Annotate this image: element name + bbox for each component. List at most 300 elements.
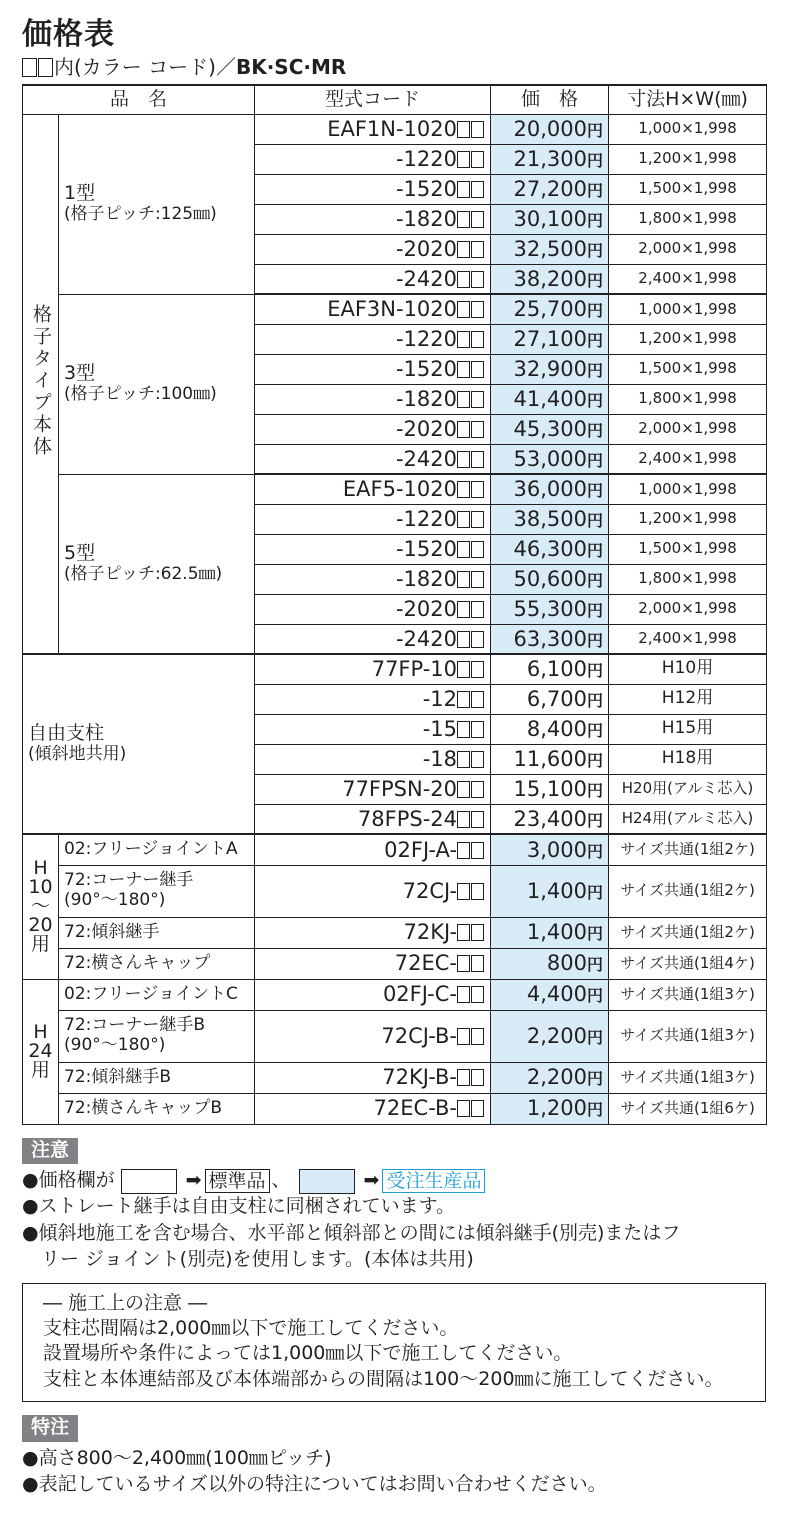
yen-unit: 円 [587, 120, 604, 140]
color-code-box-icon [471, 1100, 484, 1117]
accessory-group-label-line: 〜 [30, 895, 50, 918]
price-value: 46,300 [513, 536, 587, 561]
accessory-name: 72:コーナー継手B [64, 1015, 206, 1036]
dimension-cell: H12用 [609, 684, 767, 714]
accessory-name: 72:傾斜継手 [64, 921, 160, 942]
model-code-value: 72EC-B- [373, 1096, 458, 1121]
color-code-box-icon [457, 721, 470, 738]
color-code-box-icon [457, 361, 470, 378]
yen-unit: 円 [587, 600, 604, 620]
product-type-sub: (格子ピッチ:62.5㎜) [64, 563, 223, 584]
note-line-3: リー ジョイント(別売)を使用します。(本体は共用) [41, 1248, 474, 1271]
model-code-cell [255, 324, 491, 354]
price-cell [491, 234, 609, 264]
color-code-box-icon [457, 661, 470, 678]
color-code-box-icon [457, 751, 470, 768]
accessory-name-sub: (90°〜180°) [64, 890, 166, 910]
price-cell [491, 204, 609, 234]
model-code-cell [255, 865, 491, 917]
price-value: 11,600 [513, 746, 587, 771]
color-code-box-icon [457, 924, 470, 941]
price-value: 3,000 [526, 837, 587, 862]
model-code-value: -12 [422, 686, 458, 711]
color-code-box-icon [457, 121, 470, 138]
price-cell [491, 294, 609, 324]
price-cell [491, 144, 609, 174]
color-code-box-icon [457, 151, 470, 168]
price-value: 6,700 [526, 686, 587, 711]
construction-notes-line-1: 支柱芯間隔は2,000㎜以下で施工してください。 [43, 1317, 459, 1340]
legend-blue-swatch [299, 1169, 355, 1194]
price-value: 20,000 [513, 116, 587, 141]
model-code-value: 72EC- [394, 951, 458, 976]
construction-notes-heading: ― 施工上の注意 ― [43, 1291, 208, 1314]
dimension-cell: サイズ共通(1組6ケ) [609, 1093, 767, 1124]
table-row [23, 865, 767, 917]
accessory-group-label [23, 979, 59, 1124]
price-value: 63,300 [513, 626, 587, 651]
color-code-box-icon [471, 955, 484, 972]
yen-unit: 円 [587, 955, 604, 975]
dimension-cell: 1,500×1,998 [609, 534, 767, 564]
price-value: 1,200 [526, 1096, 587, 1121]
color-code-box-icon [457, 331, 470, 348]
model-code-value: -18 [422, 746, 458, 771]
price-value: 21,300 [513, 146, 587, 171]
construction-notes-line-2: 設置場所や条件によっては1,000㎜以下で施工してください。 [43, 1342, 573, 1365]
yen-unit: 円 [587, 360, 604, 380]
color-code-box-icon [471, 301, 484, 318]
price-value: 38,500 [513, 506, 587, 531]
price-cell [491, 504, 609, 534]
dimension-cell: 2,000×1,998 [609, 594, 767, 624]
color-code-box-icon [471, 631, 484, 648]
price-cell [491, 948, 609, 979]
model-code-cell [255, 948, 491, 979]
accessory-name-cell [59, 1062, 255, 1093]
color-code-box-icon [457, 421, 470, 438]
color-code-box-icon [471, 271, 484, 288]
color-code-box-icon [22, 58, 37, 77]
color-code-box-icon [457, 271, 470, 288]
dimension-cell: H18用 [609, 744, 767, 774]
model-code-value: 72KJ- [403, 920, 458, 945]
yen-unit: 円 [587, 924, 604, 944]
price-value: 2,200 [526, 1065, 587, 1090]
table-row [23, 1062, 767, 1093]
header-code: 型式コード [255, 85, 491, 114]
color-code-box-icon [457, 601, 470, 618]
model-code-value: -2020 [395, 416, 458, 441]
model-code-cell [255, 744, 491, 774]
model-code-cell [255, 174, 491, 204]
accessory-group-label-line: 用 [30, 933, 50, 956]
accessory-name: 02:フリージョイントA [64, 838, 238, 859]
model-code-cell [255, 234, 491, 264]
price-value: 800 [546, 951, 587, 976]
accessory-group-label-line: H [33, 1021, 48, 1043]
yen-unit: 円 [587, 540, 604, 560]
price-value: 1,400 [526, 920, 587, 945]
color-code-box-icon [457, 571, 470, 588]
price-value: 27,100 [513, 326, 587, 351]
accessory-name: 72:横さんキャップB [64, 1097, 223, 1118]
price-cell [491, 1093, 609, 1124]
model-code-cell [255, 564, 491, 594]
dimension-cell: サイズ共通(1組2ケ) [609, 917, 767, 948]
color-code-box-icon [471, 241, 484, 258]
legend-prefix: ●価格欄が [22, 1169, 115, 1192]
dimension-cell: 2,400×1,998 [609, 444, 767, 474]
yen-unit: 円 [587, 720, 604, 740]
model-code-value: -1820 [395, 566, 458, 591]
model-code-value: -1520 [395, 176, 458, 201]
price-cell [491, 979, 609, 1010]
color-code-box-icon [457, 842, 470, 859]
model-code-value: -15 [422, 716, 458, 741]
color-code-note-codes: BK·SC·MR [235, 55, 347, 79]
dimension-cell: 1,000×1,998 [609, 474, 767, 504]
model-code-value: -2420 [395, 446, 458, 471]
accessory-name-cell [59, 948, 255, 979]
color-code-box-icon [457, 1028, 470, 1045]
price-table [22, 84, 767, 1125]
price-cell [491, 1010, 609, 1062]
price-cell [491, 474, 609, 504]
color-code-box-icon [471, 1028, 484, 1045]
arrow-icon: ➡ [185, 1169, 202, 1192]
model-code-cell [255, 834, 491, 865]
model-code-value: -1520 [395, 536, 458, 561]
color-code-box-icon [471, 986, 484, 1003]
color-code-box-icon [457, 541, 470, 558]
model-code-cell [255, 144, 491, 174]
price-cell [491, 624, 609, 654]
model-code-value: -2420 [395, 626, 458, 651]
price-value: 50,600 [513, 566, 587, 591]
color-code-box-icon [457, 451, 470, 468]
dimension-cell: 1,200×1,998 [609, 144, 767, 174]
yen-unit: 円 [587, 1027, 604, 1047]
color-code-box-icon [457, 391, 470, 408]
yen-unit: 円 [587, 180, 604, 200]
color-code-box-icon [457, 301, 470, 318]
color-code-box-icon [457, 181, 470, 198]
dimension-cell: サイズ共通(1組3ケ) [609, 1062, 767, 1093]
dimension-cell: 2,000×1,998 [609, 234, 767, 264]
model-code-value: -2020 [395, 596, 458, 621]
accessory-group-label [23, 834, 59, 979]
product-type-name: 3型 [64, 362, 96, 385]
color-code-box-icon [457, 241, 470, 258]
dimension-cell: 1,200×1,998 [609, 504, 767, 534]
price-value: 2,200 [526, 1023, 587, 1048]
arrow-icon: ➡ [363, 1169, 380, 1192]
price-cell [491, 1062, 609, 1093]
yen-unit: 円 [587, 301, 604, 321]
model-code-cell [255, 354, 491, 384]
legend-comma: 、 [271, 1169, 291, 1192]
dimension-cell: サイズ共通(1組3ケ) [609, 1010, 767, 1062]
dimension-cell: 1,800×1,998 [609, 384, 767, 414]
model-code-value: 72KJ-B- [382, 1065, 458, 1090]
group-vertical-label [23, 114, 59, 654]
dimension-cell: H10用 [609, 654, 767, 684]
color-code-box-icon [471, 451, 484, 468]
accessory-group-label-line: 20 [28, 914, 53, 937]
color-code-box-icon [471, 391, 484, 408]
product-type-sub: (格子ピッチ:125㎜) [64, 204, 217, 225]
model-code-cell [255, 1010, 491, 1062]
price-cell [491, 917, 609, 948]
legend-white-swatch [121, 1169, 177, 1194]
color-code-box-icon [457, 631, 470, 648]
yen-unit: 円 [587, 510, 604, 530]
accessory-name-cell [59, 1093, 255, 1124]
product-type-name: 5型 [64, 542, 96, 565]
table-row [23, 1010, 767, 1062]
model-code-cell [255, 1062, 491, 1093]
color-code-box-icon [471, 842, 484, 859]
table-row [23, 1093, 767, 1124]
accessory-name: 02:フリージョイントC [64, 983, 238, 1004]
accessory-name-cell [59, 917, 255, 948]
color-code-box-icon [457, 481, 470, 498]
model-code-cell [255, 1093, 491, 1124]
model-code-cell [255, 474, 491, 504]
color-code-box-icon [457, 883, 470, 900]
color-code-box-icon [457, 781, 470, 798]
model-code-value: -1220 [395, 146, 458, 171]
note-line-1: ●ストレート継手は自由支柱に同梱されています。 [22, 1194, 456, 1217]
color-code-box-icon [38, 58, 53, 77]
yen-unit: 円 [587, 750, 604, 770]
dimension-cell: 1,200×1,998 [609, 324, 767, 354]
free-post-sub: (傾斜地共用) [28, 744, 127, 765]
color-code-box-icon [471, 883, 484, 900]
yen-unit: 円 [587, 270, 604, 290]
price-value: 38,200 [513, 266, 587, 291]
model-code-cell [255, 654, 491, 684]
price-cell [491, 834, 609, 865]
accessory-name-cell [59, 979, 255, 1010]
yen-unit: 円 [587, 450, 604, 470]
dimension-cell: 2,400×1,998 [609, 624, 767, 654]
color-code-box-icon [457, 211, 470, 228]
price-cell [491, 865, 609, 917]
yen-unit: 円 [587, 420, 604, 440]
dimension-cell: 1,000×1,998 [609, 294, 767, 324]
yen-unit: 円 [587, 1069, 604, 1089]
model-code-cell [255, 624, 491, 654]
color-code-box-icon [471, 571, 484, 588]
model-code-value: 78FPS-24 [357, 806, 458, 831]
price-value: 6,100 [526, 657, 587, 682]
price-cell [491, 354, 609, 384]
yen-unit: 円 [587, 810, 604, 830]
price-cell [491, 594, 609, 624]
construction-notes-line-3: 支柱と本体連結部及び本体端部からの間隔は100〜200㎜に施工してください。 [43, 1367, 724, 1390]
yen-unit: 円 [587, 780, 604, 800]
price-value: 30,100 [513, 206, 587, 231]
table-row [23, 948, 767, 979]
price-cell [491, 414, 609, 444]
yen-unit: 円 [587, 630, 604, 650]
product-type-sub: (格子ピッチ:100㎜) [64, 384, 217, 405]
color-code-box-icon [471, 421, 484, 438]
accessory-name-cell [59, 834, 255, 865]
price-value: 8,400 [526, 716, 587, 741]
color-code-box-icon [471, 751, 484, 768]
accessory-name-cell [59, 1010, 255, 1062]
header-price: 価 格 [491, 85, 609, 114]
model-code-cell [255, 917, 491, 948]
model-code-value: -1820 [395, 206, 458, 231]
color-code-box-icon [457, 1069, 470, 1086]
yen-unit: 円 [587, 330, 604, 350]
price-value: 41,400 [513, 386, 587, 411]
yen-unit: 円 [587, 150, 604, 170]
accessory-name: 72:コーナー継手 [64, 870, 194, 891]
model-code-value: 72CJ- [402, 878, 458, 903]
color-code-box-icon [471, 361, 484, 378]
accessory-group-label-line: 24 [28, 1040, 53, 1062]
color-code-box-icon [457, 986, 470, 1003]
model-code-value: EAF1N-1020 [327, 116, 458, 141]
special-order-tag: 特注 [22, 1415, 78, 1442]
model-code-value: 72CJ-B- [381, 1023, 458, 1048]
table-header-row [23, 85, 767, 114]
table-row [23, 979, 767, 1010]
model-code-cell [255, 504, 491, 534]
table-row [23, 474, 767, 504]
model-code-value: 02FJ-A- [384, 837, 458, 862]
model-code-cell [255, 204, 491, 234]
color-code-box-icon [457, 811, 470, 828]
dimension-cell: H15用 [609, 714, 767, 744]
color-code-box-icon [457, 1100, 470, 1117]
dimension-cell: 1,800×1,998 [609, 204, 767, 234]
price-cell [491, 114, 609, 144]
table-row [23, 654, 767, 684]
dimension-cell: 2,000×1,998 [609, 414, 767, 444]
price-cell [491, 324, 609, 354]
dimension-cell: 1,000×1,998 [609, 114, 767, 144]
dimension-cell: サイズ共通(1組2ケ) [609, 865, 767, 917]
model-code-cell [255, 264, 491, 294]
color-code-box-icon [471, 541, 484, 558]
free-post-name: 自由支柱 [28, 722, 105, 745]
color-code-box-icon [471, 661, 484, 678]
dimension-cell: 2,400×1,998 [609, 264, 767, 294]
color-code-box-icon [471, 811, 484, 828]
model-code-cell [255, 384, 491, 414]
table-body [23, 114, 767, 1124]
color-code-box-icon [471, 121, 484, 138]
yen-unit: 円 [587, 210, 604, 230]
color-code-box-icon [457, 955, 470, 972]
yen-unit: 円 [587, 390, 604, 410]
note-line-2: ●傾斜地施工を含む場合、水平部と傾斜部との間には傾斜継手(別売)またはフ [22, 1221, 681, 1244]
special-order-line-1: ●高さ800〜2,400㎜(100㎜ピッチ) [22, 1446, 332, 1469]
dimension-cell: サイズ共通(1組3ケ) [609, 979, 767, 1010]
accessory-name: 72:傾斜継手B [64, 1066, 172, 1087]
color-code-note [22, 55, 766, 84]
price-value: 23,400 [513, 806, 587, 831]
price-value: 36,000 [513, 477, 587, 502]
price-cell [491, 564, 609, 594]
model-code-value: -1820 [395, 386, 458, 411]
free-post-cell [23, 654, 255, 834]
price-cell [491, 654, 609, 684]
price-cell [491, 384, 609, 414]
legend-boq-label: 受注生産品 [382, 1169, 485, 1194]
model-code-cell [255, 594, 491, 624]
yen-unit: 円 [587, 690, 604, 710]
dimension-cell: H24用(アルミ芯入) [609, 804, 767, 834]
color-code-box-icon [471, 511, 484, 528]
accessory-name-sub: (90°〜180°) [64, 1035, 166, 1055]
model-code-value: -2020 [395, 236, 458, 261]
color-code-box-icon [457, 511, 470, 528]
special-order-line-2: ●表記しているサイズ以外の特注についてはお問い合わせください。 [22, 1473, 607, 1496]
yen-unit: 円 [587, 481, 604, 501]
dimension-cell: 1,500×1,998 [609, 174, 767, 204]
yen-unit: 円 [587, 570, 604, 590]
model-code-cell [255, 979, 491, 1010]
price-value: 4,400 [526, 982, 587, 1007]
model-code-cell [255, 714, 491, 744]
model-code-cell [255, 114, 491, 144]
table-row [23, 294, 767, 324]
model-code-cell [255, 684, 491, 714]
price-cell [491, 264, 609, 294]
page-title: 価格表 [22, 17, 115, 52]
yen-unit: 円 [587, 661, 604, 681]
model-code-value: EAF5-1020 [342, 477, 458, 502]
model-code-value: -1220 [395, 326, 458, 351]
dimension-cell: 1,800×1,998 [609, 564, 767, 594]
price-value: 32,900 [513, 356, 587, 381]
price-value: 45,300 [513, 416, 587, 441]
yen-unit: 円 [587, 841, 604, 861]
price-value: 15,100 [513, 776, 587, 801]
yen-unit: 円 [587, 1100, 604, 1120]
price-cell [491, 714, 609, 744]
construction-notes-box [22, 1283, 766, 1402]
product-type-cell [59, 294, 255, 474]
model-code-value: EAF3N-1020 [327, 297, 458, 322]
price-value: 55,300 [513, 596, 587, 621]
price-value: 53,000 [513, 446, 587, 471]
color-code-box-icon [471, 1069, 484, 1086]
model-code-value: -1520 [395, 356, 458, 381]
color-code-box-icon [471, 601, 484, 618]
color-code-box-icon [457, 691, 470, 708]
color-code-box-icon [471, 924, 484, 941]
price-cell [491, 174, 609, 204]
dimension-cell: サイズ共通(1組2ケ) [609, 834, 767, 865]
color-code-box-icon [471, 331, 484, 348]
dimension-cell: サイズ共通(1組4ケ) [609, 948, 767, 979]
model-code-cell [255, 294, 491, 324]
color-code-box-icon [471, 721, 484, 738]
yen-unit: 円 [587, 882, 604, 902]
product-type-cell [59, 114, 255, 294]
dimension-cell: 1,500×1,998 [609, 354, 767, 384]
legend-standard-label: 標準品 [205, 1169, 270, 1194]
yen-unit: 円 [587, 986, 604, 1006]
